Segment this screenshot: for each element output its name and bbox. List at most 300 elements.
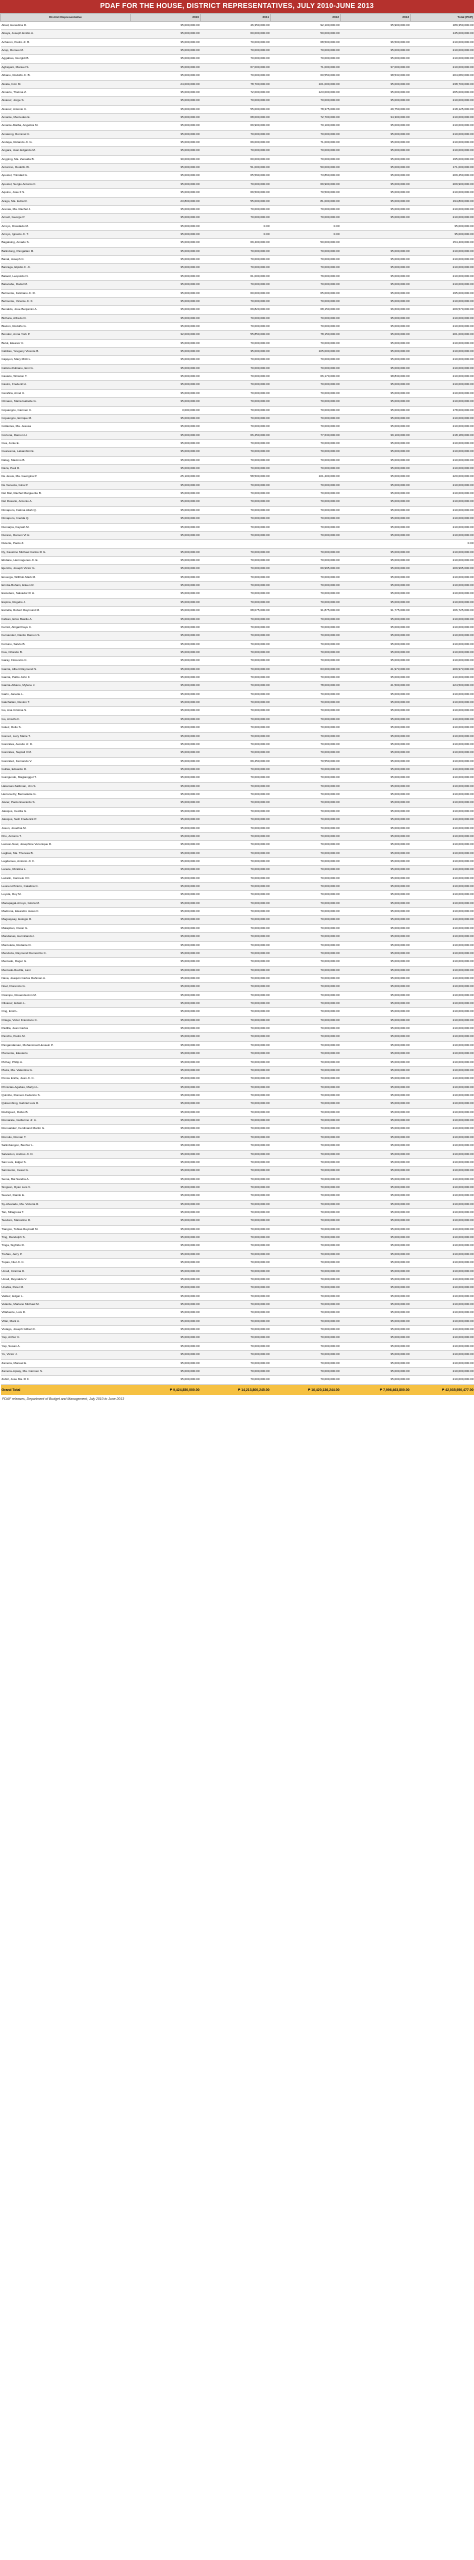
- cell-total: 210,000,000.00: [411, 1125, 474, 1133]
- cell-2011: 70,000,000.00: [201, 1000, 271, 1008]
- table-row: [1, 598, 474, 606]
- cell-2011: 69,400,000.00: [201, 239, 271, 247]
- cell-2010: 35,000,000.00: [131, 657, 201, 665]
- cell-2013: 35,000,000.00: [341, 657, 411, 665]
- cell-2011: 60,000,000.00: [201, 289, 271, 297]
- cell-representative: Umali, Czarina D.: [1, 1267, 131, 1275]
- cell-total: 210,000,000.00: [411, 1075, 474, 1083]
- cell-2010: 35,000,000.00: [131, 632, 201, 640]
- cell-2012: 70,000,000.00: [271, 557, 341, 565]
- cell-2010: 35,000,000.00: [131, 22, 201, 30]
- cell-representative: Espina, Rogelio J.: [1, 598, 131, 606]
- cell-2011: 70,000,000.00: [201, 1167, 271, 1175]
- cell-2012: 123,000,000.00: [271, 88, 341, 96]
- cell-representative: Garcia-Albano, Mylene J.: [1, 682, 131, 690]
- cell-2013: 35,000,000.00: [341, 1242, 411, 1250]
- cell-2011: 70,000,000.00: [201, 531, 271, 539]
- cell-2011: 70,000,000.00: [201, 791, 271, 799]
- table-row: [1, 908, 474, 916]
- cell-2013: 35,000,000.00: [341, 1284, 411, 1292]
- cell-representative: Ong, Emil L.: [1, 1008, 131, 1016]
- cell-2013: 35,000,000.00: [341, 774, 411, 782]
- cell-2012: 70,000,000.00: [271, 456, 341, 464]
- table-row: [1, 373, 474, 381]
- cell-representative: Cuaresma, Lakambini E.: [1, 448, 131, 456]
- cell-2011: 0.00: [201, 222, 271, 230]
- cell-representative: Yu, Victor J.: [1, 1351, 131, 1359]
- cell-2013: 35,000,000.00: [341, 1317, 411, 1325]
- cell-2012: 31,875,000.00: [271, 607, 341, 615]
- source-note: PDAF releases, Department of Budget and Management, July 2010 to June 2013: [2, 1396, 125, 1401]
- cell-representative: Pichay, Philip A.: [1, 1058, 131, 1066]
- cell-2012: 70,000,000.00: [271, 506, 341, 514]
- cell-2012: 70,000,000.00: [271, 1225, 341, 1233]
- cell-2013: 35,000,000.00: [341, 490, 411, 498]
- cell-representative: Ferriol, Abigail Faye C.: [1, 623, 131, 631]
- cell-2012: 70,000,000.00: [271, 55, 341, 63]
- table-row: [1, 832, 474, 840]
- cell-2012: 70,000,000.00: [271, 1117, 341, 1125]
- table-row: [1, 974, 474, 982]
- cell-2010: 23,800,000.00: [131, 197, 201, 205]
- cell-2012: 69,995,000.00: [271, 565, 341, 573]
- cell-total: 210,000,000.00: [411, 189, 474, 197]
- cell-total: 210,000,000.00: [411, 557, 474, 565]
- cell-2011: 70,000,000.00: [201, 682, 271, 690]
- cell-representative: Singson, Ryan Luis V.: [1, 1183, 131, 1191]
- cell-2011: 70,000,000.00: [201, 97, 271, 105]
- cell-2013: 35,000,000.00: [341, 80, 411, 88]
- table-row: [1, 607, 474, 615]
- cell-2013: 35,000,000.00: [341, 1150, 411, 1158]
- cell-2012: 70,000,000.00: [271, 155, 341, 163]
- cell-2011: 70,000,000.00: [201, 765, 271, 773]
- cell-2011: 70,000,000.00: [201, 807, 271, 815]
- cell-2010: 35,000,000.00: [131, 423, 201, 431]
- cell-2013: 38,533,000.00: [341, 72, 411, 80]
- cell-2010: 35,000,000.00: [131, 665, 201, 673]
- table-row: [1, 523, 474, 531]
- cell-2011: 70,000,000.00: [201, 147, 271, 155]
- table-row: [1, 1133, 474, 1141]
- cell-total: 210,000,000.00: [411, 908, 474, 916]
- cell-total: 210,000,000.00: [411, 715, 474, 723]
- table-row: [1, 991, 474, 999]
- cell-2011: 55,000,000.00: [201, 105, 271, 113]
- cell-total: 210,000,000.00: [411, 1008, 474, 1016]
- cell-representative: Pancho, Pedro M.: [1, 1033, 131, 1041]
- cell-total: 220,000,000.00: [411, 473, 474, 481]
- cell-2010: 35,000,000.00: [131, 465, 201, 473]
- cell-representative: Salimbangon, Benhur L.: [1, 1142, 131, 1150]
- cell-2010: 35,000,000.00: [131, 88, 201, 96]
- cell-2010: 35,000,000.00: [131, 72, 201, 80]
- cell-total: 210,000,000.00: [411, 498, 474, 506]
- cell-2010: 35,000,000.00: [131, 481, 201, 489]
- cell-2011: 68,000,000.00: [201, 113, 271, 121]
- cell-total: 210,000,000.00: [411, 883, 474, 891]
- cell-2013: 35,000,000.00: [341, 523, 411, 531]
- cell-2012: 81,000,000.00: [271, 197, 341, 205]
- cell-2012: 73,860,000.00: [271, 172, 341, 180]
- cell-2011: 70,000,000.00: [201, 849, 271, 857]
- table-row: [1, 314, 474, 322]
- cell-total: 210,000,000.00: [411, 1142, 474, 1150]
- cell-total: 210,000,000.00: [411, 1242, 474, 1250]
- cell-representative: Ortega, Victor Francisco C.: [1, 1016, 131, 1024]
- cell-representative: Gonzales, Neptali II M.: [1, 749, 131, 757]
- cell-2012: 70,000,000.00: [271, 548, 341, 556]
- cell-total: 209,570,000.00: [411, 306, 474, 314]
- cell-total: 210,000,000.00: [411, 1083, 474, 1091]
- cell-2013: 35,000,000.00: [341, 1334, 411, 1342]
- cell-representative: Gonzalez, Fernando V.: [1, 757, 131, 765]
- cell-2011: 70,000,000.00: [201, 1125, 271, 1133]
- cell-representative: Collantes, Ma. Jesusa: [1, 423, 131, 431]
- cell-2013: 35,000,000.00: [341, 590, 411, 598]
- table-row: [1, 306, 474, 314]
- cell-2011: 70,000,000.00: [201, 1334, 271, 1342]
- cell-2011: 70,000,000.00: [201, 598, 271, 606]
- cell-2012: 101,000,000.00: [271, 80, 341, 88]
- cell-2012: 70,500,000.00: [271, 189, 341, 197]
- cell-total: 166,725,000.00: [411, 607, 474, 615]
- cell-2012: 70,000,000.00: [271, 740, 341, 748]
- cell-total: 210,000,000.00: [411, 983, 474, 991]
- cell-total: 210,000,000.00: [411, 1217, 474, 1225]
- cell-2010: 35,000,000.00: [131, 180, 201, 188]
- table-row: [1, 431, 474, 439]
- cell-2012: 70,100,000.00: [271, 122, 341, 130]
- cell-2010: 35,000,000.00: [131, 682, 201, 690]
- table-row: [1, 1309, 474, 1317]
- cell-2010: 35,000,000.00: [131, 891, 201, 899]
- cell-2010: 35,000,000.00: [131, 707, 201, 715]
- cell-2011: 70,000,000.00: [201, 1083, 271, 1091]
- cell-2013: 35,000,000.00: [341, 674, 411, 682]
- table-row: [1, 1300, 474, 1308]
- cell-2013: 35,000,000.00: [341, 414, 411, 422]
- cell-2012: 70,000,000.00: [271, 623, 341, 631]
- cell-representative: Noel, Florencio G.: [1, 983, 131, 991]
- cell-2010: 35,000,000.00: [131, 774, 201, 782]
- cell-representative: Mandanas, Hermilando I.: [1, 933, 131, 941]
- cell-2012: 70,000,000.00: [271, 247, 341, 255]
- table-row: [1, 289, 474, 297]
- column-header-total: Total (PhP): [411, 14, 474, 22]
- cell-2010: 35,000,000.00: [131, 724, 201, 732]
- cell-2010: 35,000,000.00: [131, 1117, 201, 1125]
- cell-2013: 35,000,000.00: [341, 557, 411, 565]
- cell-2012: 70,000,000.00: [271, 632, 341, 640]
- table-row: [1, 515, 474, 523]
- cell-representative: Macapagal-Arroyo, Gloria M.: [1, 899, 131, 907]
- cell-2010: 35,000,000.00: [131, 306, 201, 314]
- cell-total: 210,000,000.00: [411, 941, 474, 949]
- cell-total: 210,000,000.00: [411, 281, 474, 289]
- table-row: [1, 1033, 474, 1041]
- table-row: [1, 791, 474, 799]
- cell-total: 210,000,000.00: [411, 1092, 474, 1100]
- cell-representative: Fabian, Erico Basilio A.: [1, 615, 131, 623]
- cell-2010: 35,000,000.00: [131, 908, 201, 916]
- cell-2010: 35,000,000.00: [131, 439, 201, 447]
- cell-2010: 35,000,000.00: [131, 674, 201, 682]
- cell-2012: 70,000,000.00: [271, 1367, 341, 1375]
- cell-total: 209,973,000.00: [411, 665, 474, 673]
- column-header-2012: 2012: [271, 14, 341, 22]
- cell-2010: 35,000,000.00: [131, 715, 201, 723]
- cell-representative: Lanete, Rizalina L.: [1, 866, 131, 874]
- cell-2011: 70,000,000.00: [201, 1100, 271, 1108]
- cell-total: 210,000,000.00: [411, 1342, 474, 1350]
- cell-2013: 35,000,000.00: [341, 841, 411, 849]
- cell-2012: 92,100,000.00: [271, 22, 341, 30]
- cell-2010: 35,000,000.00: [131, 515, 201, 523]
- cell-representative: Enverga, Wilfrido Mark M.: [1, 573, 131, 581]
- cell-total: 210,000,000.00: [411, 423, 474, 431]
- cell-total: 210,000,000.00: [411, 582, 474, 590]
- cell-2012: 70,000,000.00: [271, 515, 341, 523]
- cell-2011: 69,000,000.00: [201, 139, 271, 147]
- cell-2013: 35,000,000.00: [341, 122, 411, 130]
- cell-representative: Duterte, Paolo Z.: [1, 540, 131, 548]
- cell-total: 210,000,000.00: [411, 398, 474, 406]
- cell-representative: Apostol, Sergio Antonio F.: [1, 180, 131, 188]
- table-row: [1, 807, 474, 815]
- cell-2010: 35,000,000.00: [131, 1351, 201, 1359]
- cell-2012: 70,000,000.00: [271, 423, 341, 431]
- table-row: [1, 155, 474, 163]
- cell-2013: 35,000,000.00: [341, 924, 411, 932]
- table-row: [1, 623, 474, 631]
- cell-total: 210,000,000.00: [411, 1234, 474, 1242]
- cell-2010: 35,000,000.00: [131, 1250, 201, 1258]
- cell-total: 210,000,000.00: [411, 1317, 474, 1325]
- cell-2012: 70,000,000.00: [271, 883, 341, 891]
- cell-2013: 35,000,000.00: [341, 1158, 411, 1166]
- cell-2013: 35,000,000.00: [341, 256, 411, 264]
- cell-representative: Aggabao, Giorgidi B.: [1, 55, 131, 63]
- table-row: [1, 782, 474, 790]
- cell-2013: 35,000,000.00: [341, 816, 411, 824]
- cell-2012: 70,000,000.00: [271, 849, 341, 857]
- cell-2012: 70,000,000.00: [271, 1284, 341, 1292]
- cell-2012: 70,000,000.00: [271, 1142, 341, 1150]
- cell-2010: 35,000,000.00: [131, 690, 201, 698]
- cell-representative: Ebdane, Hermogenes Jr. E.: [1, 557, 131, 565]
- cell-total: 210,000,000.00: [411, 523, 474, 531]
- cell-representative: Garay, Florencio C.: [1, 657, 131, 665]
- cell-representative: Velarde, Mariano Michael M.: [1, 1300, 131, 1308]
- cell-2013: 35,000,000.00: [341, 1250, 411, 1258]
- cell-2012: 50,000,000.00: [271, 30, 341, 38]
- cell-2013: 35,000,000.00: [341, 1075, 411, 1083]
- cell-2010: 35,000,000.00: [131, 1016, 201, 1024]
- table-row: [1, 849, 474, 857]
- cell-total: 189,350,000.00: [411, 22, 474, 30]
- cell-2012: 70,000,000.00: [271, 941, 341, 949]
- cell-2012: 70,000,000.00: [271, 615, 341, 623]
- cell-total: 210,000,000.00: [411, 373, 474, 381]
- cell-2012: 70,000,000.00: [271, 1250, 341, 1258]
- cell-2012: 70,000,000.00: [271, 1000, 341, 1008]
- cell-2011: 72,000,000.00: [201, 88, 271, 96]
- table-row: [1, 1292, 474, 1300]
- table-row: [1, 47, 474, 55]
- cell-2010: 35,000,000.00: [131, 1125, 201, 1133]
- table-row: [1, 1225, 474, 1233]
- cell-representative: Dy, Faustino Michael Carlos III G.: [1, 548, 131, 556]
- cell-2012: 70,000,000.00: [271, 1158, 341, 1166]
- cell-2011: 70,000,000.00: [201, 1050, 271, 1058]
- cell-2012: 70,000,000.00: [271, 657, 341, 665]
- cell-2010: 35,000,000.00: [131, 799, 201, 807]
- table-row: [1, 1217, 474, 1225]
- cell-2011: 69,450,000.00: [201, 757, 271, 765]
- table-row: [1, 506, 474, 514]
- cell-2013: 35,000,000.00: [341, 941, 411, 949]
- cell-2011: 70,000,000.00: [201, 557, 271, 565]
- table-row: [1, 456, 474, 464]
- cell-total: 210,000,000.00: [411, 598, 474, 606]
- cell-2010: 35,000,000.00: [131, 122, 201, 130]
- cell-2011: 70,000,000.00: [201, 322, 271, 330]
- cell-representative: Dalog, Maximo B.: [1, 456, 131, 464]
- cell-representative: Cerafica, Arnel U.: [1, 389, 131, 397]
- cell-representative: Fortuno, Salvio B.: [1, 640, 131, 648]
- table-row: [1, 573, 474, 581]
- cell-2012: 70,000,000.00: [271, 314, 341, 322]
- cell-2012: 70,000,000.00: [271, 1376, 341, 1384]
- cell-2012: 70,000,000.00: [271, 598, 341, 606]
- cell-2012: 70,000,000.00: [271, 389, 341, 397]
- cell-2010: 35,000,000.00: [131, 1083, 201, 1091]
- cell-2013: 39,100,000.00: [341, 431, 411, 439]
- cell-total: 210,000,000.00: [411, 322, 474, 330]
- table-row: [1, 824, 474, 832]
- cell-2012: 70,000,000.00: [271, 1150, 341, 1158]
- cell-representative: Nava, Joaquin Carlos Rahman A.: [1, 974, 131, 982]
- table-row: [1, 1267, 474, 1275]
- cell-2013: [341, 540, 411, 548]
- cell-total: 210,000,000.00: [411, 824, 474, 832]
- cell-total: 210,000,000.00: [411, 1050, 474, 1058]
- cell-representative: Castelo, Winston T.: [1, 373, 131, 381]
- cell-2011: 70,000,000.00: [201, 1267, 271, 1275]
- cell-2012: 70,000,000.00: [271, 1351, 341, 1359]
- cell-total: 178,000,000.00: [411, 406, 474, 414]
- pdaf-table: [0, 13, 474, 1395]
- cell-2012: 70,000,000.00: [271, 339, 341, 347]
- cell-representative: Castro, Fredenil H.: [1, 381, 131, 389]
- cell-2013: 35,000,000.00: [341, 966, 411, 974]
- cell-2011: 70,000,000.00: [201, 715, 271, 723]
- table-row: [1, 1066, 474, 1074]
- cell-2011: 70,000,000.00: [201, 799, 271, 807]
- cell-2012: 70,000,000.00: [271, 1175, 341, 1183]
- cell-2010: 35,000,000.00: [131, 448, 201, 456]
- cell-2013: 35,000,000.00: [341, 180, 411, 188]
- cell-2012: 70,000,000.00: [271, 281, 341, 289]
- cell-2011: 70,000,000.00: [201, 1342, 271, 1350]
- cell-2012: 68,500,000.00: [271, 38, 341, 46]
- table-row: [1, 715, 474, 723]
- cell-2012: 70,000,000.00: [271, 1259, 341, 1267]
- table-row: [1, 648, 474, 656]
- cell-2013: 35,000,000.00: [341, 423, 411, 431]
- cell-2012: 70,000,000.00: [271, 857, 341, 865]
- cell-total: 210,000,000.00: [411, 757, 474, 765]
- cell-2012: 70,000,000.00: [271, 1125, 341, 1133]
- cell-2013: 35,000,000.00: [341, 1000, 411, 1008]
- table-row: [1, 465, 474, 473]
- table-row: [1, 381, 474, 389]
- cell-representative: Javier, Paolo Everardo S.: [1, 799, 131, 807]
- table-row: [1, 297, 474, 305]
- cell-representative: Acop, Romeo M.: [1, 47, 131, 55]
- cell-2011: 70,000,000.00: [201, 816, 271, 824]
- table-row: [1, 640, 474, 648]
- cell-2012: 70,000,000.00: [271, 816, 341, 824]
- cell-2010: 35,000,000.00: [131, 1041, 201, 1049]
- cell-2013: 35,000,000.00: [341, 983, 411, 991]
- cell-2011: 70,000,000.00: [201, 933, 271, 941]
- cell-representative: Daza, Paul R.: [1, 465, 131, 473]
- cell-2012: 70,000,000.00: [271, 1217, 341, 1225]
- cell-2011: 70,000,000.00: [201, 1217, 271, 1225]
- cell-2010: 32,000,000.00: [131, 331, 201, 339]
- cell-2012: 70,000,000.00: [271, 690, 341, 698]
- cell-2010: 35,000,000.00: [131, 557, 201, 565]
- cell-2012: 105,000,000.00: [271, 348, 341, 356]
- cell-2013: 35,000,000.00: [341, 1167, 411, 1175]
- cell-2010: 35,000,000.00: [131, 582, 201, 590]
- cell-2013: 35,000,000.00: [341, 130, 411, 138]
- cell-representative: Del Mar, Rachel Marguerite B.: [1, 490, 131, 498]
- cell-2013: 35,000,000.00: [341, 1326, 411, 1334]
- table-row: [1, 88, 474, 96]
- cell-2010: 35,000,000.00: [131, 256, 201, 264]
- cell-2010: 35,000,000.00: [131, 398, 201, 406]
- cell-representative: Padilla, Juan Carlos: [1, 1025, 131, 1033]
- cell-2013: 35,000,000.00: [341, 1217, 411, 1225]
- cell-2013: 35,000,000.00: [341, 1142, 411, 1150]
- cell-2012: 70,000,000.00: [271, 899, 341, 907]
- cell-2010: 35,000,000.00: [131, 1267, 201, 1275]
- cell-representative: Gomez, Lucy Marie T.: [1, 732, 131, 740]
- cell-total: 210,000,000.00: [411, 1117, 474, 1125]
- cell-2013: 35,000,000.00: [341, 139, 411, 147]
- cell-2010: 35,000,000.00: [131, 30, 201, 38]
- cell-2013: 35,000,000.00: [341, 866, 411, 874]
- cell-2011: 70,000,000.00: [201, 1351, 271, 1359]
- cell-2011: 70,000,000.00: [201, 414, 271, 422]
- cell-total: 210,000,000.00: [411, 573, 474, 581]
- table-row: [1, 1158, 474, 1166]
- cell-representative: Gullas, Eduardo R.: [1, 765, 131, 773]
- cell-2011: 0.00: [201, 230, 271, 238]
- table-row: [1, 139, 474, 147]
- cell-2013: 35,000,000.00: [341, 757, 411, 765]
- cell-total: 210,000,000.00: [411, 1209, 474, 1217]
- cell-2010: 35,000,000.00: [131, 214, 201, 222]
- cell-2011: 70,000,000.00: [201, 1058, 271, 1066]
- cell-total: 0.00: [411, 540, 474, 548]
- cell-representative: Pangandaman, Mohammad Hussein P.: [1, 1041, 131, 1049]
- cell-2013: 35,000,000.00: [341, 707, 411, 715]
- cell-2010: 35,000,000.00: [131, 1000, 201, 1008]
